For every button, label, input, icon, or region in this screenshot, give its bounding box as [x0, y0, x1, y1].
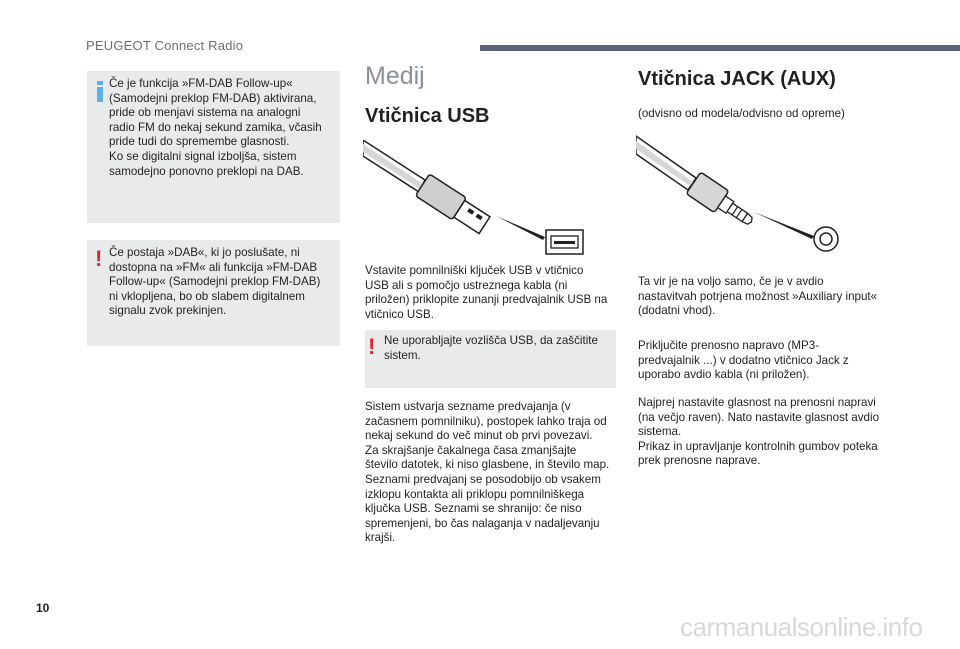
warning-note [87, 240, 340, 346]
playlist-paragraph: Sistem ustvarja sezname predvajanja (v začasnem pomnilniku), postopek lahko traja od nekaj sekund do več minut ob prvi povezavi. Za skrajšanje čakalnega časa zmanjšajte število datotek, ki niso glasbene, in število map. Seznami predvajanj se posodobijo ob vsakem izklopu kontakta ali priklopu pomnilniškega ključka USB. Seznami se shranijo: če niso spremenjeni, bo čas nalaganja v nadaljevanju krajši. [365, 400, 610, 545]
jack-paragraph-1: Ta vir je na voljo samo, če je v avdio nastavitvah potrjena možnost »Auxiliary input« (dodatni vhod). [638, 275, 878, 318]
section-title: Medij [365, 62, 425, 90]
header-rule [480, 45, 960, 51]
running-header: PEUGEOT Connect Radio [86, 38, 244, 53]
warning-icon: ! [95, 246, 103, 271]
usb-warning-note [365, 330, 616, 388]
watermark: carmanualsonline.info [680, 612, 923, 642]
jack-paragraph-3: Najprej nastavite glasnost na prenosni napravi (na večjo raven). Nato nastavite glasnost avdio sistema. Prikaz in upravljanje kontrolnih gumbov poteka prek prenosne naprave. [638, 396, 880, 468]
usb-paragraph: Vstavite pomnilniški ključek USB v vtičnico USB ali s pomočjo ustreznega kabla (ni priložen) priklopite zunanji predvajalnik USB na vtičnico USB. [365, 264, 608, 321]
warning-note-text: Če postaja »DAB«, ki jo poslušate, ni dostopna na »FM« ali funkcija »FM-DAB Follow-up« (Samodejni preklop FM-DAB) ni vklopljena, bo ob slabem digitalnem signalu zvok prekinjen. [109, 246, 321, 318]
usb-heading: Vtičnica USB [365, 105, 490, 127]
usb-plug-illustration [363, 140, 593, 258]
page-number: 10 [36, 601, 50, 615]
jack-heading: Vtičnica JACK (AUX) [638, 68, 836, 90]
info-note [87, 71, 340, 223]
info-icon [96, 81, 104, 102]
availability-note: (odvisno od modela/odvisno od opreme) [638, 107, 845, 120]
warning-icon: ! [368, 334, 376, 359]
jack-plug-illustration [636, 132, 846, 257]
info-note-text: Če je funkcija »FM-DAB Follow-up« (Samodejni preklop FM-DAB) aktivirana, pride ob menjavi sistema na analogni radio FM do nekaj sekund zamika, včasih pride tudi do spremembe glasnosti. Ko se digitalni signal izboljša, sistem samodejno ponovno preklopi na DAB. [109, 77, 322, 178]
usb-warning-text: Ne uporabljajte vozlišča USB, da zaščitite sistem. [384, 334, 598, 362]
jack-paragraph-2: Priključite prenosno napravo (MP3- predvajalnik ...) v dodatno vtičnico Jack z uporabo avdio kabla (ni priložen). [638, 339, 849, 382]
